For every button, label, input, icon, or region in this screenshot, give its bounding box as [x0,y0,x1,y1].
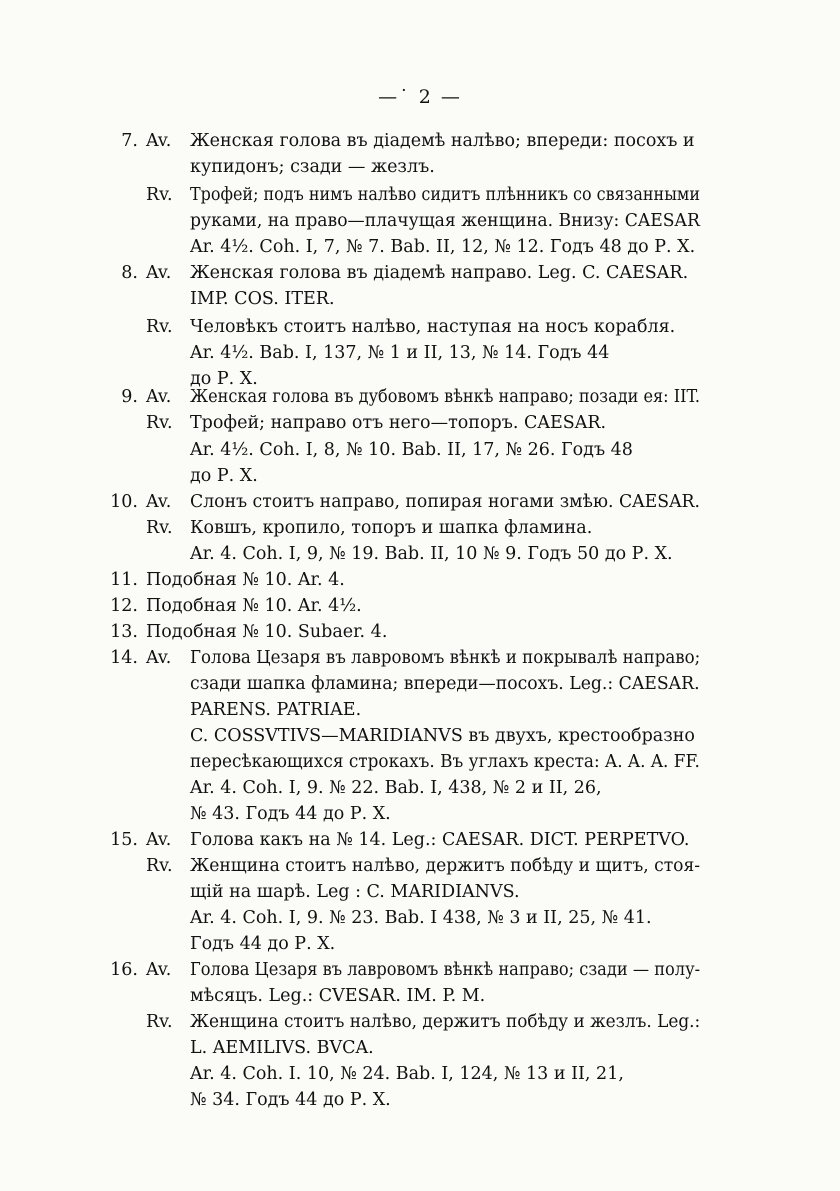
entry-number: 14. [110,648,138,668]
av-line: Слонъ стоитъ направо, попирая ногами змѣю. CAESAR. [190,492,701,512]
av-label: Av. [146,492,172,512]
rv-line: Человѣкъ стоитъ налѣво, наступая на носъ корабля. [190,317,676,337]
av-label: Av. [146,263,172,283]
entry-number: 11. [110,570,138,590]
rv-label: Rv. [146,317,173,337]
av-line: Голова Цезаря въ лавровомъ вѣнкѣ и покрывалѣ направо; [190,648,701,668]
rv-label: Rv. [146,413,173,433]
entry-number: 10. [110,492,138,512]
entry-number: 13. [110,622,138,642]
rv-line: Трофей; подъ нимъ налѣво сидитъ плѣнникъ со связанными [190,185,700,205]
av-label: Av. [146,387,172,407]
av-line: мѣсяцъ. Leg.: CVESAR. IM. P. M. [190,986,486,1006]
av-line: Голова какъ на № 14. Leg.: CAESAR. DICT. PERPETVO. [190,830,690,850]
av-line: купидонъ; сзади — жезлъ. [190,157,435,177]
entry-number: 16. [110,960,138,980]
entry-text: Подобная № 10. Ar. 4½. [146,596,362,616]
rv-label: Rv. [146,185,173,205]
rv-line: Ковшъ, кропило, топоръ и шапка фламина. [190,518,593,538]
entry-text: Подобная № 10. Ar. 4. [146,570,345,590]
rv-line: Годъ 44 до Р. X. [190,934,336,954]
av-line: № 43. Годъ 44 до Р. X. [190,804,391,824]
rv-line: L. AEMILIVS. BVCA. [190,1038,374,1058]
av-line: Женская голова въ дубовомъ вѣнкѣ направо; позади ея: IIT. [190,387,700,407]
rv-line: Ar. 4. Coh. I, 9. № 23. Bab. I 438, № 3 и II, 25, № 41. [190,908,652,928]
rv-line: до Р. X. [190,466,258,486]
entry-number: 9. [121,387,138,407]
rv-line: руками, на право—плачущая женщина. Внизу: CAESAR [190,211,700,231]
av-line: Женская голова въ діадемѣ направо. Leg. C. CAESAR. [190,263,689,283]
entry-number: 7. [121,131,138,151]
rv-line: Трофей; направо отъ него—топоръ. CAESAR. [190,413,607,433]
av-line: сзади шапка фламина; впереди—посохъ. Leg.: CAESAR. [190,674,700,694]
av-line: PARENS. PATRIAE. [190,700,362,720]
rv-line: Ar. 4½. Coh. I, 7, № 7. Bab. II, 12, № 12. Годъ 48 до Р. X. [190,237,696,257]
av-line: Ar. 4. Coh. I, 9. № 22. Bab. I, 438, № 2 и II, 26, [190,778,602,798]
rv-line: Женщина стоитъ налѣво, держитъ побѣду и щитъ, стоя- [190,856,701,876]
page-number: —˙ 2 — [378,86,462,108]
entry-text: Подобная № 10. Subaer. 4. [146,622,388,642]
av-label: Av. [146,960,172,980]
rv-label: Rv. [146,1012,173,1032]
av-label: Av. [146,131,172,151]
entry-number: 12. [110,596,138,616]
rv-line: № 34. Годъ 44 до Р. X. [190,1090,391,1110]
av-line: IMP. COS. ITER. [190,289,335,309]
rv-line: Женщина стоитъ налѣво, держитъ побѣду и жезлъ. Leg.: [190,1012,701,1032]
av-line: Женская голова въ діадемѣ налѣво; впереди: посохъ и [190,131,695,151]
av-label: Av. [146,648,172,668]
rv-line: Ar. 4. Coh. I, 9, № 19. Bab. II, 10 № 9. Годъ 50 до Р. X. [190,544,673,564]
av-line: Голова Цезаря въ лавровомъ вѣнкѣ направо; сзади — полу- [190,960,701,980]
av-label: Av. [146,830,172,850]
rv-line: щій на шарѣ. Leg : C. MARIDIANVS. [190,882,520,902]
entry-number: 15. [110,830,138,850]
av-line: C. COSSVTIVS—MARIDIANVS въ двухъ, крестообразно [190,726,695,746]
rv-label: Rv. [146,856,173,876]
rv-line: до Р. X. [190,369,258,389]
rv-line: Ar. 4½. Bab. I, 137, № 1 и II, 13, № 14. Годъ 44 [190,343,610,363]
rv-label: Rv. [146,518,173,538]
av-line: пересѣкающихся строкахъ. Въ углахъ креста: A. A. A. FF. [190,752,700,772]
entry-number: 8. [121,263,138,283]
rv-line: Ar. 4. Coh. I. 10, № 24. Bab. I, 124, № 13 и II, 21, [190,1064,624,1084]
rv-line: Ar. 4½. Coh. I, 8, № 10. Bab. II, 17, № 26. Годъ 48 [190,440,633,460]
